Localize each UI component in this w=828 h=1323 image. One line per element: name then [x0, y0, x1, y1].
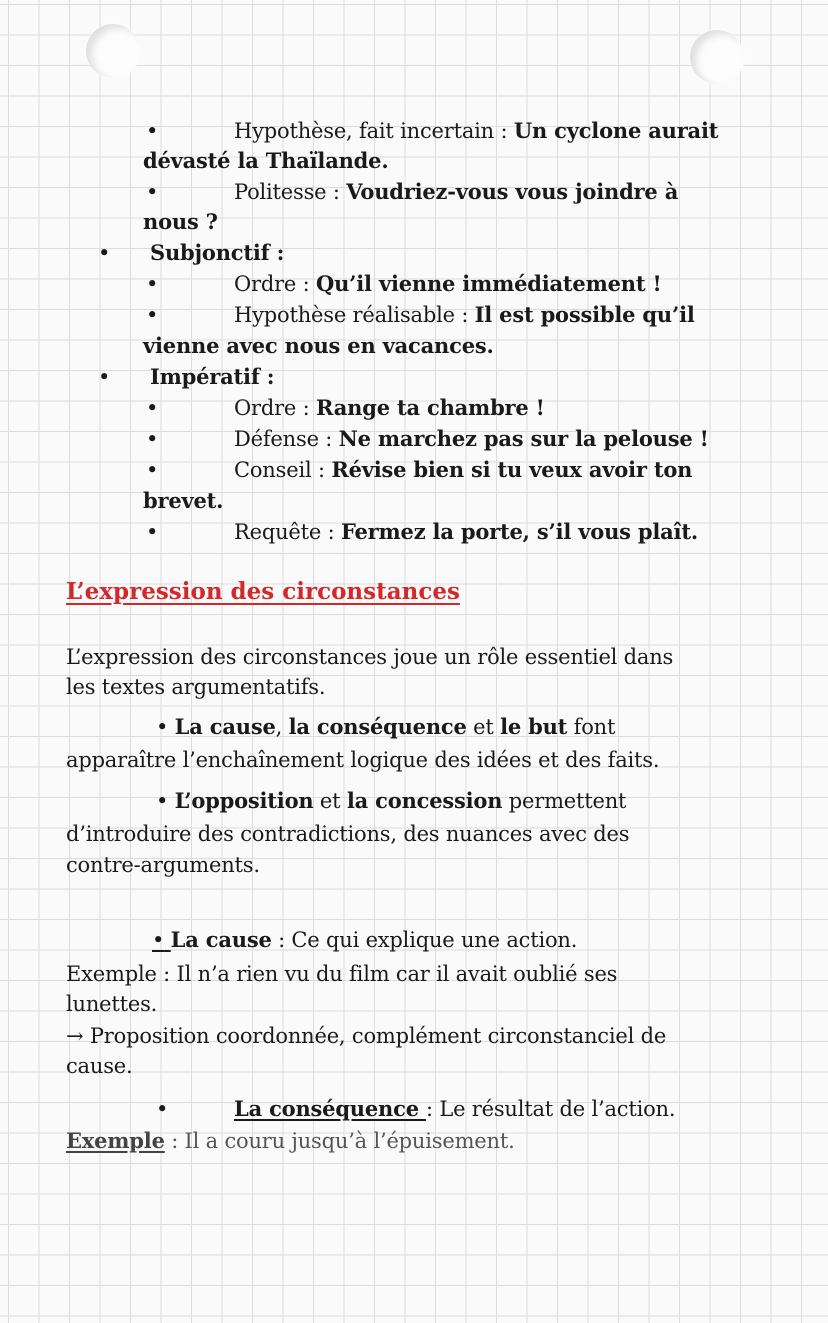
list-item-continued: dévasté la Thaïlande.	[143, 148, 389, 173]
mode-title-subjonctif: Subjonctif :	[150, 240, 285, 265]
list-item-continued: vienne avec nous en vacances.	[143, 333, 494, 358]
paragraph-bullet-line: • La cause, la conséquence et le but font	[156, 714, 616, 739]
section-title: L’expression des circonstances	[66, 578, 460, 605]
bullet: •	[146, 119, 159, 143]
list-item: Conseil : Révise bien si tu veux avoir ton	[234, 457, 693, 482]
example-line: Exemple : Il n’a rien vu du film car il avait oublié ses	[66, 962, 618, 986]
list-item: Politesse : Voudriez-vous vous joindre à	[234, 179, 679, 204]
bullet: •	[146, 303, 159, 327]
list-item: Défense : Ne marchez pas sur la pelouse !	[234, 426, 709, 451]
bullet: •	[146, 396, 159, 420]
mode-title-imperatif: Impératif :	[150, 364, 275, 389]
note-line: → Proposition coordonnée, complément circonstanciel de	[66, 1024, 667, 1048]
paragraph-line: contre-arguments.	[66, 853, 260, 877]
binder-hole-left	[86, 24, 140, 78]
paragraph-line: apparaître l’enchaînement logique des idées et des faits.	[66, 748, 660, 772]
consequence-definition: La conséquence : Le résultat de l’action.	[234, 1096, 676, 1121]
list-item: Requête : Fermez la porte, s’il vous plaît.	[234, 519, 698, 544]
cause-definition: • La cause : Ce qui explique une action.	[152, 927, 578, 952]
paragraph-bullet-line: • L’opposition et la concession permettent	[156, 788, 627, 813]
bullet: •	[146, 427, 159, 451]
list-item-continued: nous ?	[143, 209, 218, 234]
bullet: •	[146, 272, 159, 296]
binder-hole-right	[690, 30, 744, 84]
list-item-continued: brevet.	[143, 488, 224, 513]
bullet: •	[146, 520, 159, 544]
example-line: lunettes.	[66, 992, 158, 1016]
paragraph-line: L’expression des circonstances joue un rôle essentiel dans	[66, 645, 674, 669]
bullet: •	[146, 180, 159, 204]
bullet: •	[146, 458, 159, 482]
bullet: •	[156, 1097, 169, 1121]
list-item: Hypothèse, fait incertain : Un cyclone aurait	[234, 118, 719, 143]
bullet: •	[98, 241, 111, 265]
bullet: •	[98, 365, 111, 389]
note-line: cause.	[66, 1054, 133, 1078]
list-item: Ordre : Qu’il vienne immédiatement !	[234, 271, 662, 296]
list-item: Hypothèse réalisable : Il est possible qu’il	[234, 302, 695, 327]
paragraph-line: d’introduire des contradictions, des nuances avec des	[66, 822, 630, 846]
example-line: Exemple : Il a couru jusqu’à l’épuisement.	[66, 1128, 515, 1153]
paragraph-line: les textes argumentatifs.	[66, 675, 326, 699]
list-item: Ordre : Range ta chambre !	[234, 395, 545, 420]
